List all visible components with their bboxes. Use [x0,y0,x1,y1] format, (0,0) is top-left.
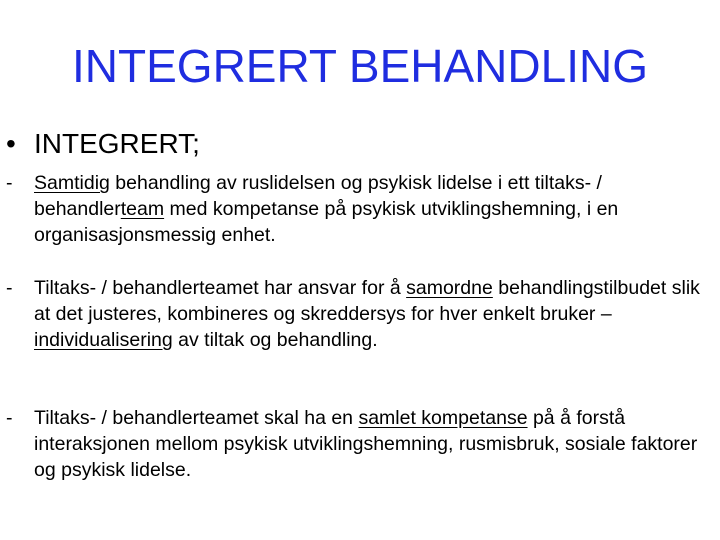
page-title: INTEGRERT BEHANDLING [72,40,648,92]
paragraph-3-text [34,405,706,483]
text-run: Tiltaks- / behandlerteamet har ansvar for å [34,277,407,299]
text-run: med kompetanse på psykisk utviklingshemning, i en organisasjonsmessig enhet. [34,198,619,246]
text-run: Tiltaks- / behandlerteamet skal ha en [34,407,359,429]
text-run: behandlingstilbudet slik at det justeres, kombineres og skreddersys for hver enkelt bruker – [34,277,700,325]
paragraph-3 [6,405,706,483]
text-run: behandling av ruslidelsen og psykisk lidelse i ett tiltaks- / behandler [34,172,602,220]
text-run: samordne [406,277,493,299]
text-run: Samtidig [34,172,110,194]
paragraph-2-text [34,275,706,353]
dash-marker: - [6,277,13,299]
paragraph-1-text [34,170,706,248]
text-run: team [120,198,165,220]
text-run: samlet kompetanse [358,407,528,429]
bullet-heading [6,126,200,162]
dash-marker: - [6,172,13,194]
paragraph-2 [6,275,706,353]
paragraph-1 [6,170,706,248]
bullet-heading-text: INTEGRERT; [34,128,200,159]
dash-marker: - [6,407,13,429]
bullet-marker: • [6,128,16,159]
text-run: av tiltak og behandling. [172,329,378,351]
text-run: individualisering [34,329,173,351]
text-run: på å forstå interaksjonen mellom psykisk utviklingshemning, rusmisbruk, sosiale faktorer og psykisk lidelse. [34,407,698,481]
